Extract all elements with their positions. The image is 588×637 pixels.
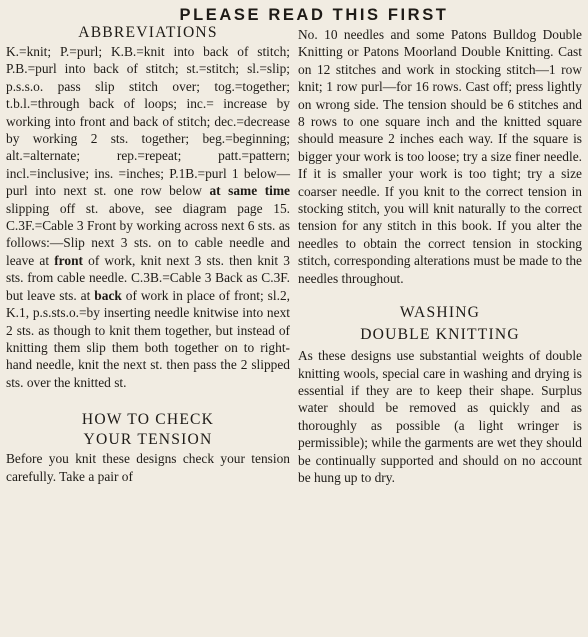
tension-paragraph-continued: No. 10 needles and some Patons Bulldog Double Knitting or Patons Moorland Double Knitting. Cast on 12 stitches and work in stocking stitch—1 row knit; 1 row purl—for 16 rows. Cast off; press lightly on wrong side. The tension should be 6 stitches and 8 rows to one square inch and the knitted square should measure 2 inches each way. If the square is bigger your work is too loose; try a size finer needle. If it is smaller your work is too tight; try a size coarser needle. If you knit to the correct tension in stocking stitch, you will knit naturally to the correct tension for any stitch in this book. If you alter the needles to obtain the correct tension in stocking stitch, corresponding alterations must be made to the needles throughout.: [298, 27, 582, 286]
abbreviations-heading: ABBREVIATIONS: [78, 24, 218, 41]
washing-paragraph: As these designs use substantial weights of double knitting wools, special care in washing and drying is essential if they are to keep their shape. Surplus water should be removed as quickly and as thoroughly as possible (a light wringer is permissible); while the garments are wet they should be continually supported and should on no account be hung up to dry.: [298, 348, 582, 485]
abbreviations-bold-2: front: [54, 252, 83, 268]
page-title: PLEASE READ THIS FIRST: [179, 6, 449, 24]
abbreviations-text-4: of work in place of front; sl.2, K.1, p.s.sts.o.=by inserting needle knitwise into next 2 sts. as though to knit them together, but instead of knitting them slip them both together on to right-hand needle, knit the next st. then pass the 2 slipped sts. over the knitted st.: [6, 287, 291, 390]
abbreviations-bold-3: back: [94, 287, 122, 303]
abbreviations-bold-1: at same time: [209, 183, 290, 199]
washing-heading-line2: DOUBLE KNITTING: [360, 326, 520, 344]
tension-heading-line1: HOW TO CHECK: [81, 411, 215, 429]
left-column: [6, 26, 290, 486]
abbreviations-paragraph: [6, 43, 290, 391]
washing-heading-line1: WASHING: [399, 304, 481, 322]
tension-heading-line2: YOUR TENSION: [83, 431, 213, 449]
two-column-body: [6, 26, 582, 486]
abbreviations-text-2: slipping off st. above, see diagram page 15. C.3F.=Cable 3 Front by working across next 6 sts. as follows:—Slip next 3 sts. on to cable needle and leave at: [6, 200, 290, 268]
tension-paragraph-start: Before you knit these designs check your tension carefully. Take a pair of: [6, 451, 290, 484]
abbreviations-text-1: K.=knit; P.=purl; K.B.=knit into back of stitch; P.B.=purl into back of stitch; st.=stitch; sl.=slip; p.s.s.o. pass slip stitch over; tog.=together; t.b.l.=through back of loops; inc.= increase by working into front and back of stitch; dec.=decrease by working 2 sts. together; beg.=beginning; alt.=alternate; rep.=repeat; patt.=pattern; incl.=inclusive; ins. =inches; P.1B.=purl 1 below—purl into next st. one row below: [6, 44, 290, 199]
abbreviations-text-3: of work, knit next 3 sts. then knit 3 sts. from cable needle. C.3B.=Cable 3 Back as C.3F. but leave sts. at: [6, 252, 290, 303]
right-column: [298, 26, 582, 486]
